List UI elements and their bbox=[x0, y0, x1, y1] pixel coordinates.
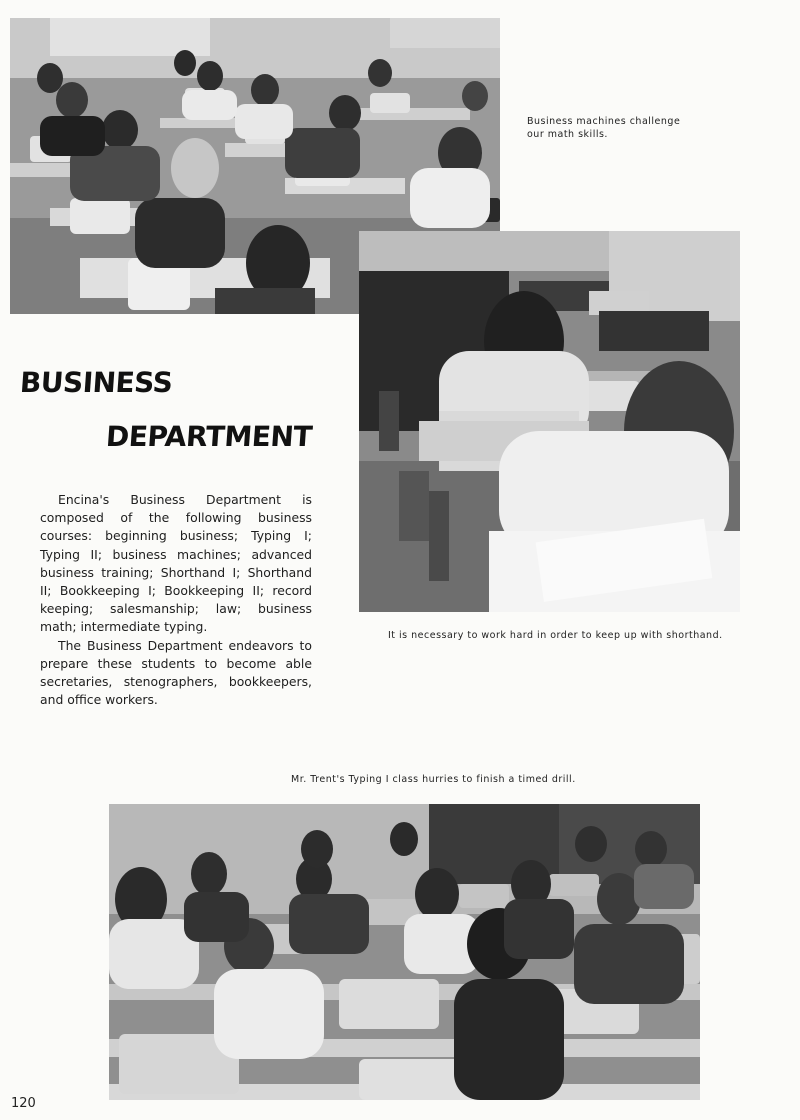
headline-line-business: BUSINESS bbox=[18, 366, 174, 399]
article-paragraph-courses: Encina's Business Department is composed of the following business courses: beginning business; Typing I; Typing II; business machines; advanced business training; Shorthand I; Shorthand II; Bookkeeping I; Bookkeeping II; record keeping; salesmanship; law; business math; intermediate typing. bbox=[40, 492, 312, 635]
photo-caption-shorthand: It is necessary to work hard in order to keep up with shorthand. bbox=[388, 630, 723, 641]
photo-caption-typing-class: Mr. Trent's Typing I class hurries to finish a timed drill. bbox=[291, 774, 576, 785]
article-body bbox=[40, 491, 312, 709]
photo-shorthand-students bbox=[359, 231, 740, 612]
headline-line-department: DEPARTMENT bbox=[104, 420, 314, 453]
article-paragraph-goals: The Business Department endeavors to prepare these students to become able secretaries, stenographers, bookkeepers, and office workers. bbox=[40, 637, 312, 708]
photo-typing-class bbox=[109, 804, 700, 1100]
page-number: 120 bbox=[11, 1096, 36, 1111]
photo-caption-business-machines: Business machines challenge our math skills. bbox=[527, 116, 681, 140]
